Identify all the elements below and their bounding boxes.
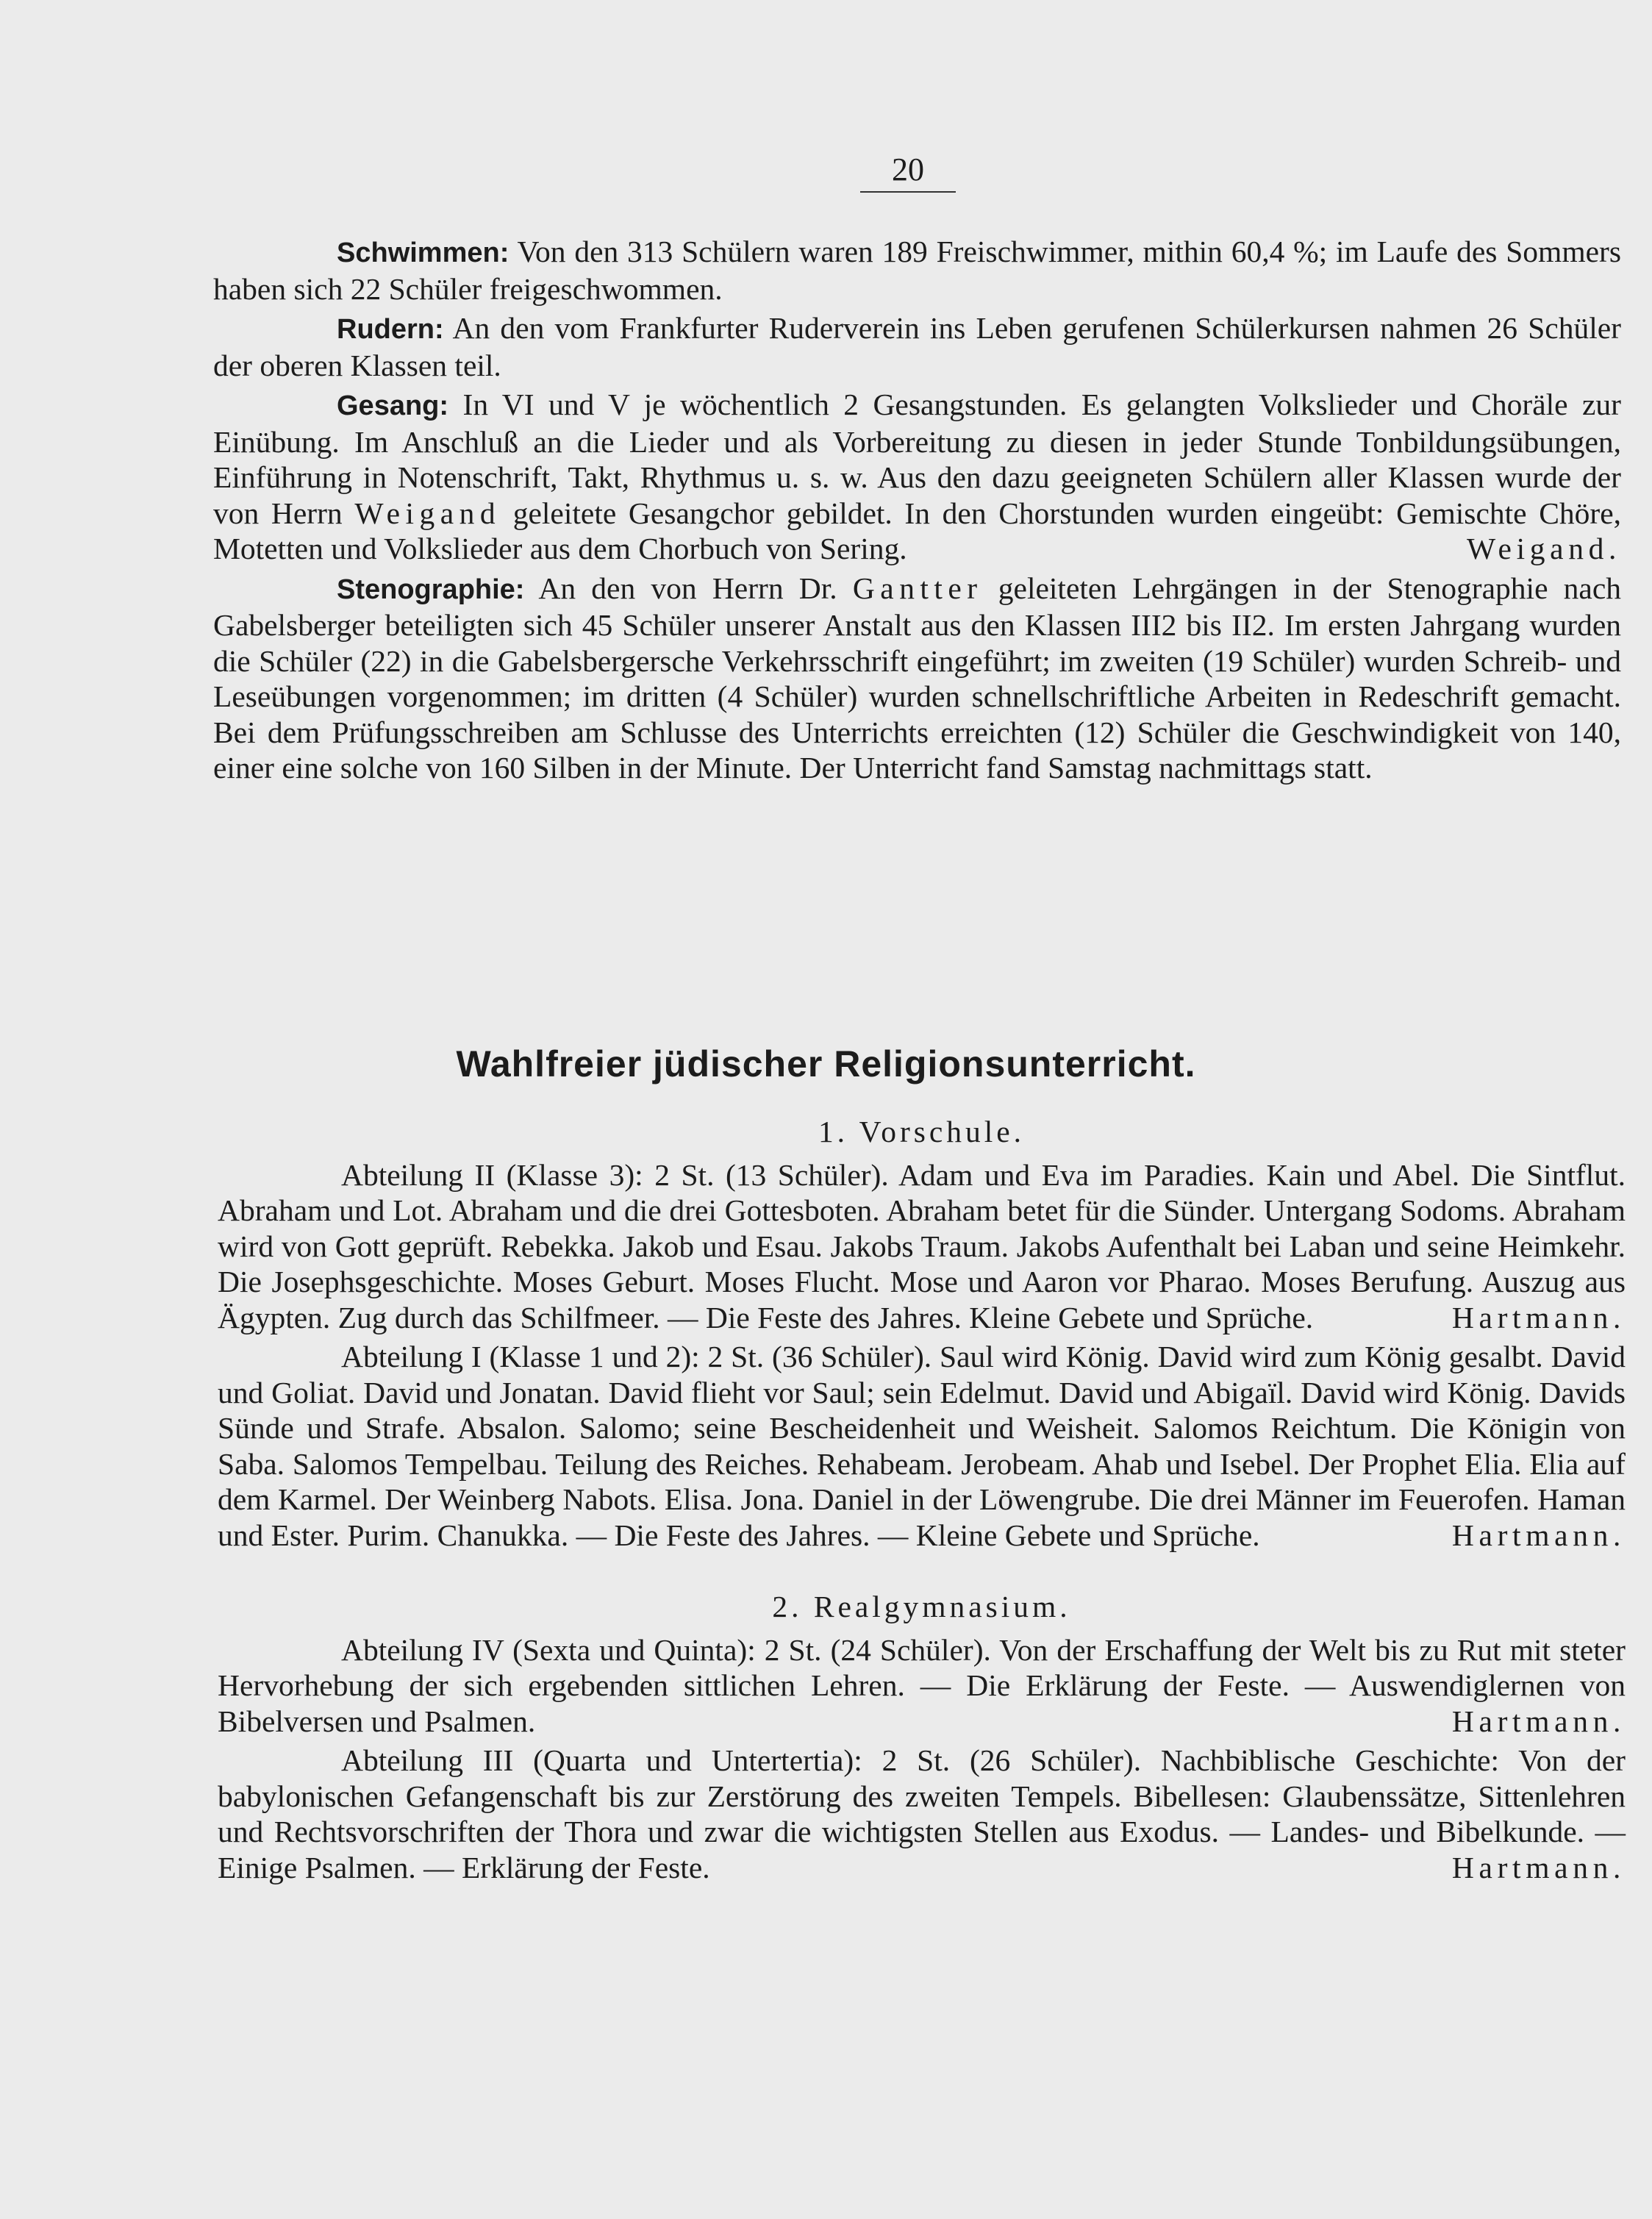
rowing-paragraph — [213, 310, 1621, 383]
stenography-label: Stenographie: — [337, 573, 525, 605]
sports-music-steno-section — [213, 234, 1621, 790]
singing-label: Gesang: — [337, 390, 449, 421]
swimming-text: Von den 313 Schülern waren 189 Freischwimmer, mithin 60,4 %; im Laufe des Sommers haben sich 22 Schüler freigeschwommen. — [213, 235, 1621, 306]
rowing-text: An den vom Frankfurter Ruderverein ins Leben gerufenen Schülerkursen nahmen 26 Schüler der oberen Klassen teil. — [213, 311, 1621, 382]
religion-section — [218, 1114, 1626, 1889]
abteilung-4-text: Abteilung IV (Sexta und Quinta): 2 St. (24 Schüler). Von der Erschaffung der Welt bis zu Rut mit steter Hervorhebung der sich ergebenden sittlichen Lehren. — Die Erklärung der Feste. — Auswendiglernen von Bibelversen und Psalmen. — [218, 1632, 1626, 1738]
abteilung-3-signature: Hartmann. — [1451, 1850, 1626, 1884]
singing-paragraph — [213, 387, 1621, 567]
singing-teacher-name: Weigand — [354, 496, 501, 530]
abteilung-2-text: Abteilung II (Klasse 3): 2 St. (13 Schüler). Adam und Eva im Paradies. Kain und Abel. Die Sintflut. Abraham und Lot. Abraham und die drei Gottesboten. Abraham betet für die Sünder. Untergang Sodoms. Abraham wird von Gott geprüft. Rebekka. Jakob und Esau. Jakobs Traum. Jakobs Aufenthalt bei Laban und seine Heimkehr. Die Josephsgeschichte. Moses Geburt. Moses Flucht. Mose und Aaron vor Pharao. Moses Berufung. Auszug aus Ägypten. Zug durch das Schilfmeer. — Die Feste des Jahres. Kleine Gebete und Sprüche. — [218, 1157, 1626, 1334]
vorschule-heading: 1. Vorschule. — [818, 1115, 1026, 1148]
stenography-text-a: An den von Herrn Dr. — [538, 571, 837, 605]
abteilung-3-text: Abteilung III (Quarta und Untertertia): 2 St. (26 Schüler). Nachbiblische Geschichte: Von der babylonischen Gefangenschaft bis zur Zerstörung des zweiten Tempels. Bibellesen: Glaubenssätze, Sittenlehren und Rechtsvorschriften der Thora und zwar die wichtigsten Stellen aus Exodus. — Landes- und Bibelkunde. — Einige Psalmen. — Erklärung der Feste. — [218, 1743, 1626, 1884]
rowing-label: Rudern: — [337, 314, 444, 345]
singing-signature: Weigand. — [1467, 532, 1621, 565]
abteilung-4-paragraph — [218, 1632, 1626, 1740]
abteilung-4-signature: Hartmann. — [1451, 1704, 1626, 1738]
stenography-paragraph — [213, 571, 1621, 786]
singing-text-b: geleitete Gesangchor gebildet. In den Chorstunden wurden eingeübt: Gemischte Chöre, Motetten und Volkslieder aus dem Chorbuch von Sering. — [213, 496, 1622, 565]
singing-text-a: In VI und V je wöchentlich 2 Gesangstunden. Es gelangten Volkslieder und Choräle zur Einübung. Im Anschluß an die Lieder und als Vorbereitung zu diesen in jeder Stunde Tonbildungsübungen, Einführung in Notenschrift, Takt, Rhythmus u. s. w. Aus den dazu geeigneten Schülern aller Klassen wurde der von Herrn — [213, 387, 1622, 530]
abteilung-2-signature: Hartmann. — [1451, 1300, 1626, 1334]
swimming-label: Schwimmen: — [337, 237, 509, 268]
abteilung-1-paragraph — [218, 1339, 1626, 1553]
stenography-text-b: geleiteten Lehrgängen in der Stenographie nach Gabelsberger beteiligten sich 45 Schüler unserer Anstalt aus den Klassen III2 bis II2. Im ersten Jahrgang wurden die Schüler (22) in die Gabelsbergersche Verkehrsschrift eingeführt; im zweiten (19 Schüler) wurden Schreib- und Leseübungen vorgenommen; im dritten (4 Schüler) wurden schnellschriftliche Arbeiten in Redeschrift gemacht. Bei dem Prüfungsschreiben am Schlusse des Unterrichts erreichten (12) Schüler die Geschwindigkeit von 140, einer eine solche von 160 Silben in der Minute. Der Unterricht fand Samstag nachmittags statt. — [213, 571, 1622, 785]
page-number: 20 — [860, 151, 956, 193]
religion-heading: Wahlfreier jüdischer Religionsunterricht. — [456, 1043, 1196, 1085]
abteilung-1-signature: Hartmann. — [1451, 1518, 1626, 1552]
swimming-paragraph — [213, 234, 1621, 307]
realgymnasium-heading: 2. Realgymnasium. — [772, 1590, 1071, 1623]
abteilung-3-paragraph — [218, 1743, 1626, 1885]
stenography-teacher-name: Gantter — [852, 571, 983, 605]
abteilung-1-text: Abteilung I (Klasse 1 und 2): 2 St. (36 Schüler). Saul wird König. David wird zum König gesalbt. David und Goliat. David und Jonatan. David flieht vor Saul; sein Edelmut. David und Abigaïl. David wird König. Davids Sünde und Strafe. Absalon. Salomo; seine Bescheidenheit und Weisheit. Salomos Reichtum. Die Königin von Saba. Salomos Tempelbau. Teilung des Reiches. Rehabeam. Jerobeam. Ahab und Isebel. Der Prophet Elia. Elia auf dem Karmel. Der Weinberg Nabots. Elisa. Jona. Daniel in der Löwengrube. Die drei Männer im Feuerofen. Haman und Ester. Purim. Chanukka. — Die Feste des Jahres. — Kleine Gebete und Sprüche. — [218, 1340, 1626, 1552]
abteilung-2-paragraph — [218, 1157, 1626, 1336]
